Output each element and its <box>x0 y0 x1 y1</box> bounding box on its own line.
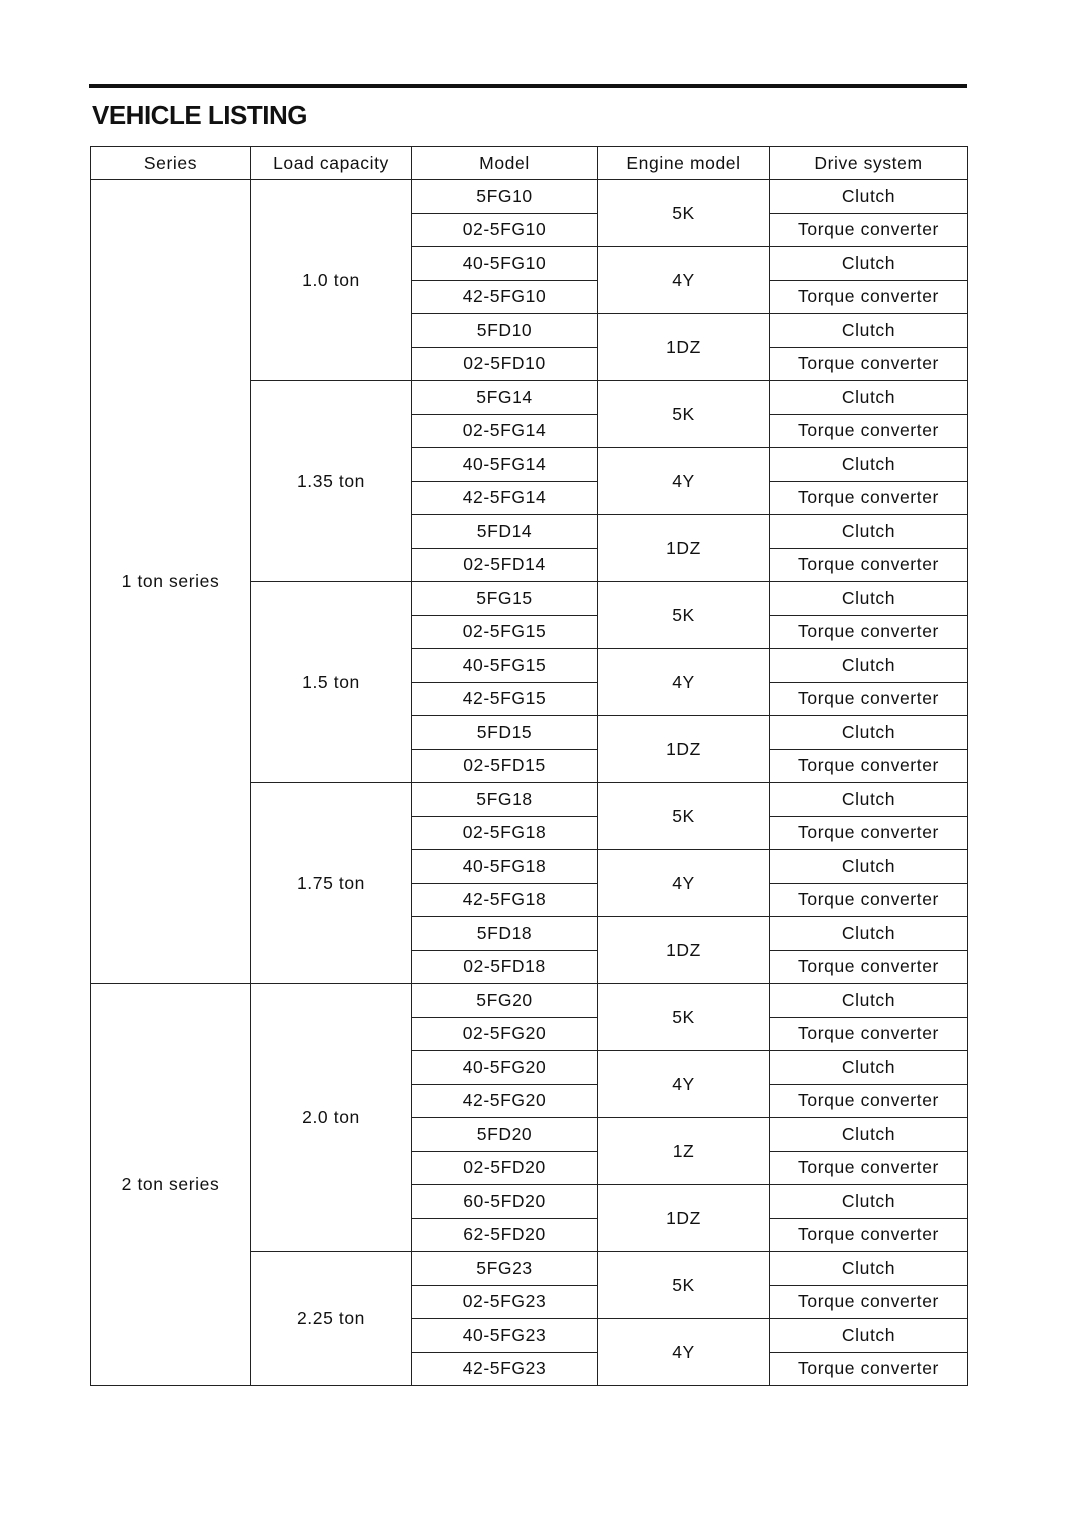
load-capacity-cell: 2.25 ton <box>251 1252 412 1386</box>
engine-model-cell: 1Z <box>598 1118 770 1185</box>
drive-system-cell: Torque converter <box>770 1218 968 1252</box>
drive-system-cell: Clutch <box>770 1185 968 1219</box>
drive-system-cell: Clutch <box>770 649 968 683</box>
header-series: Series <box>91 147 251 180</box>
drive-system-cell: Torque converter <box>770 1151 968 1185</box>
drive-system-cell: Torque converter <box>770 481 968 515</box>
top-rule <box>89 84 967 88</box>
model-cell: 42-5FG18 <box>412 883 598 917</box>
engine-model-cell: 4Y <box>598 1051 770 1118</box>
model-cell: 5FG20 <box>412 984 598 1018</box>
drive-system-cell: Torque converter <box>770 615 968 649</box>
model-cell: 02-5FD10 <box>412 347 598 381</box>
model-cell: 40-5FG14 <box>412 448 598 482</box>
model-cell: 02-5FG20 <box>412 1017 598 1051</box>
drive-system-cell: Clutch <box>770 1319 968 1353</box>
drive-system-cell: Clutch <box>770 515 968 549</box>
model-cell: 40-5FG18 <box>412 850 598 884</box>
engine-model-cell: 4Y <box>598 850 770 917</box>
drive-system-cell: Clutch <box>770 850 968 884</box>
model-cell: 02-5FG18 <box>412 816 598 850</box>
drive-system-cell: Clutch <box>770 1051 968 1085</box>
drive-system-cell: Clutch <box>770 1118 968 1152</box>
model-cell: 40-5FG10 <box>412 247 598 281</box>
load-capacity-cell: 1.75 ton <box>251 783 412 984</box>
model-cell: 02-5FD18 <box>412 950 598 984</box>
drive-system-cell: Clutch <box>770 582 968 616</box>
engine-model-cell: 4Y <box>598 649 770 716</box>
model-cell: 42-5FG15 <box>412 682 598 716</box>
drive-system-cell: Torque converter <box>770 1285 968 1319</box>
model-cell: 5FD20 <box>412 1118 598 1152</box>
drive-system-cell: Clutch <box>770 381 968 415</box>
engine-model-cell: 4Y <box>598 247 770 314</box>
model-cell: 42-5FG20 <box>412 1084 598 1118</box>
header-drive-system: Drive system <box>770 147 968 180</box>
drive-system-cell: Torque converter <box>770 1352 968 1386</box>
engine-model-cell: 5K <box>598 783 770 850</box>
drive-system-cell: Torque converter <box>770 950 968 984</box>
engine-model-cell: 5K <box>598 381 770 448</box>
engine-model-cell: 5K <box>598 984 770 1051</box>
header-row <box>91 147 968 180</box>
load-capacity-cell: 1.0 ton <box>251 180 412 381</box>
model-cell: 40-5FG15 <box>412 649 598 683</box>
model-cell: 02-5FG10 <box>412 213 598 247</box>
load-capacity-cell: 1.35 ton <box>251 381 412 582</box>
model-cell: 5FG23 <box>412 1252 598 1286</box>
model-cell: 02-5FG15 <box>412 615 598 649</box>
drive-system-cell: Clutch <box>770 247 968 281</box>
model-cell: 5FG14 <box>412 381 598 415</box>
vehicle-listing-table <box>90 146 968 1386</box>
drive-system-cell: Torque converter <box>770 548 968 582</box>
drive-system-cell: Clutch <box>770 917 968 951</box>
engine-model-cell: 1DZ <box>598 716 770 783</box>
model-cell: 02-5FD20 <box>412 1151 598 1185</box>
drive-system-cell: Torque converter <box>770 1017 968 1051</box>
listing-body <box>91 180 968 1386</box>
model-cell: 02-5FG23 <box>412 1285 598 1319</box>
drive-system-cell: Torque converter <box>770 749 968 783</box>
model-cell: 5FD14 <box>412 515 598 549</box>
engine-model-cell: 5K <box>598 582 770 649</box>
model-cell: 42-5FG14 <box>412 481 598 515</box>
engine-model-cell: 5K <box>598 180 770 247</box>
series-cell: 2 ton series <box>91 984 251 1386</box>
series-cell: 1 ton series <box>91 180 251 984</box>
header-engine-model: Engine model <box>598 147 770 180</box>
drive-system-cell: Clutch <box>770 314 968 348</box>
model-cell: 42-5FG23 <box>412 1352 598 1386</box>
load-capacity-cell: 2.0 ton <box>251 984 412 1252</box>
header-model: Model <box>412 147 598 180</box>
drive-system-cell: Clutch <box>770 180 968 214</box>
drive-system-cell: Torque converter <box>770 1084 968 1118</box>
engine-model-cell: 1DZ <box>598 917 770 984</box>
drive-system-cell: Clutch <box>770 448 968 482</box>
drive-system-cell: Torque converter <box>770 816 968 850</box>
engine-model-cell: 4Y <box>598 1319 770 1386</box>
model-cell: 42-5FG10 <box>412 280 598 314</box>
model-cell: 5FD10 <box>412 314 598 348</box>
drive-system-cell: Clutch <box>770 716 968 750</box>
model-cell: 60-5FD20 <box>412 1185 598 1219</box>
model-cell: 5FD15 <box>412 716 598 750</box>
drive-system-cell: Torque converter <box>770 213 968 247</box>
engine-model-cell: 4Y <box>598 448 770 515</box>
model-cell: 5FG18 <box>412 783 598 817</box>
engine-model-cell: 1DZ <box>598 1185 770 1252</box>
drive-system-cell: Torque converter <box>770 414 968 448</box>
model-cell: 40-5FG20 <box>412 1051 598 1085</box>
drive-system-cell: Clutch <box>770 984 968 1018</box>
model-cell: 02-5FD15 <box>412 749 598 783</box>
model-cell: 5FD18 <box>412 917 598 951</box>
model-cell: 62-5FD20 <box>412 1218 598 1252</box>
model-cell: 5FG10 <box>412 180 598 214</box>
engine-model-cell: 1DZ <box>598 515 770 582</box>
drive-system-cell: Torque converter <box>770 280 968 314</box>
model-cell: 40-5FG23 <box>412 1319 598 1353</box>
drive-system-cell: Torque converter <box>770 347 968 381</box>
model-cell: 02-5FD14 <box>412 548 598 582</box>
model-cell: 02-5FG14 <box>412 414 598 448</box>
table-row <box>91 180 968 214</box>
drive-system-cell: Torque converter <box>770 682 968 716</box>
drive-system-cell: Clutch <box>770 783 968 817</box>
header-load-capacity: Load capacity <box>251 147 412 180</box>
engine-model-cell: 1DZ <box>598 314 770 381</box>
drive-system-cell: Torque converter <box>770 883 968 917</box>
load-capacity-cell: 1.5 ton <box>251 582 412 783</box>
drive-system-cell: Clutch <box>770 1252 968 1286</box>
model-cell: 5FG15 <box>412 582 598 616</box>
engine-model-cell: 5K <box>598 1252 770 1319</box>
table-row <box>91 984 968 1018</box>
page-title: VEHICLE LISTING <box>92 100 307 130</box>
